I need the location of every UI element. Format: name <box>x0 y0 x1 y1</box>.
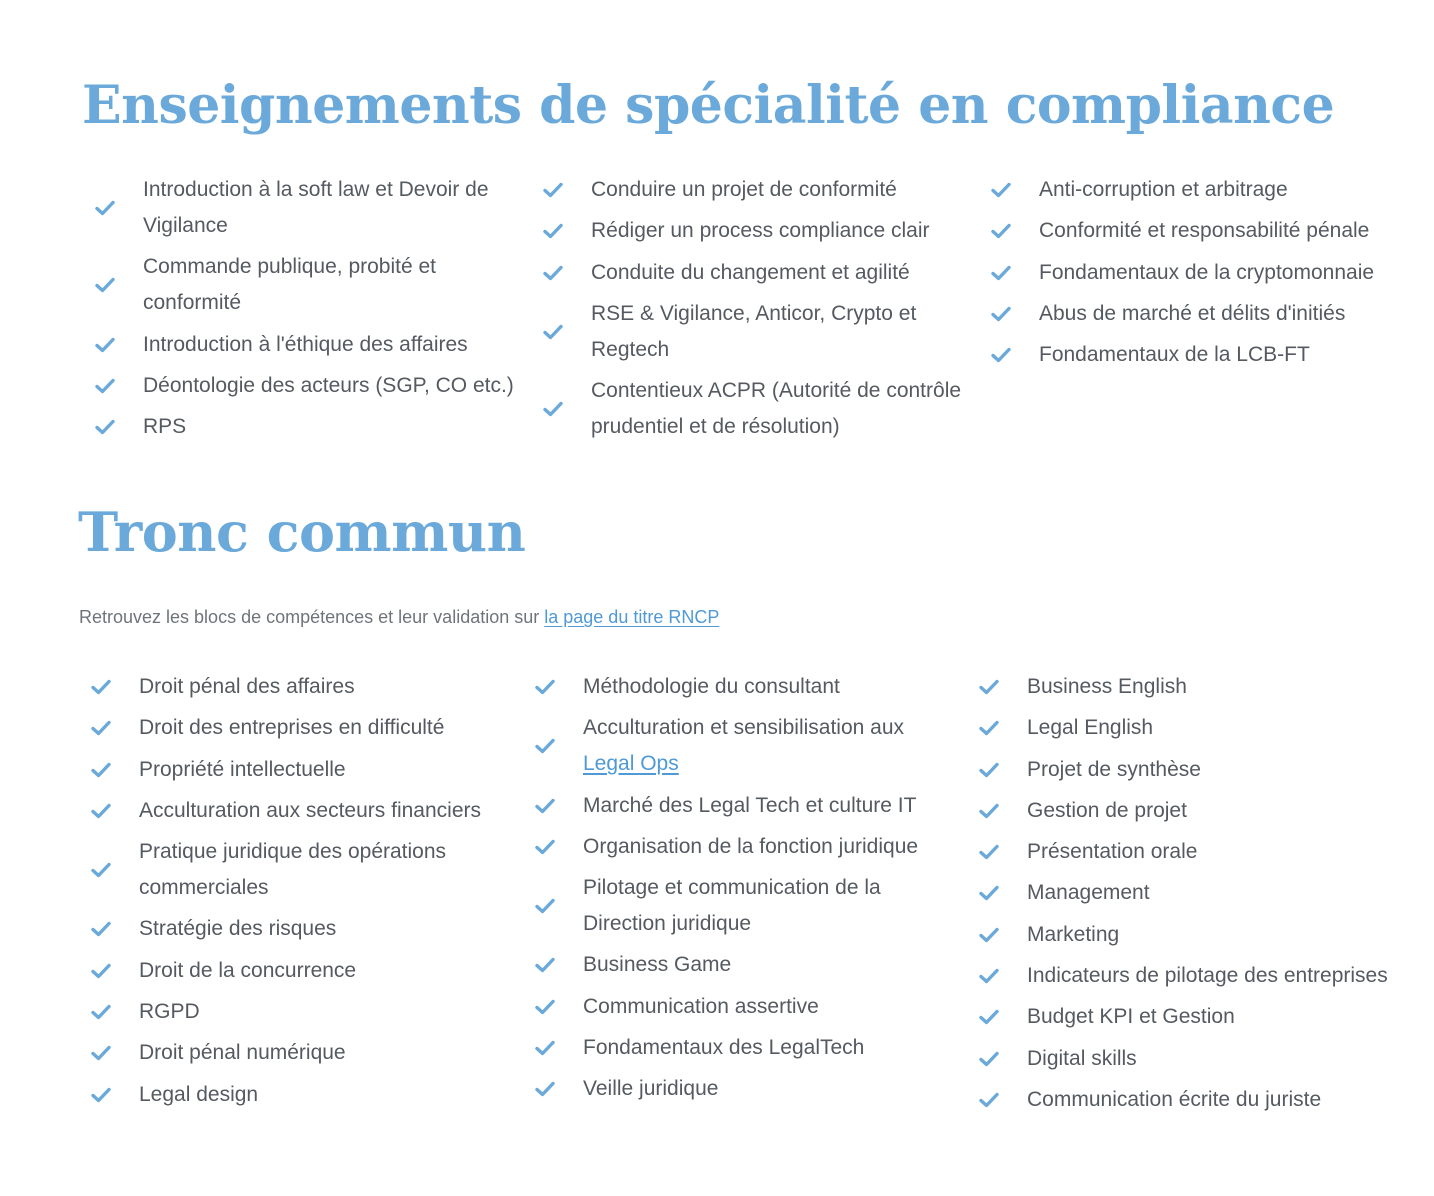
check-icon <box>535 798 555 814</box>
check-icon <box>979 1051 999 1067</box>
tronc-list-2 <box>535 669 955 1113</box>
list-item: Marketing <box>979 917 1429 953</box>
check-icon <box>991 306 1011 322</box>
list-item: Management <box>979 875 1429 911</box>
check-icon <box>543 324 563 340</box>
tronc-list-3 <box>979 669 1429 1123</box>
list-item: Pilotage et communication de la Direction juridique <box>535 870 955 942</box>
check-icon <box>95 337 115 353</box>
list-item: Commande publique, probité et conformité <box>95 249 535 321</box>
list-item: Legal English <box>979 710 1429 746</box>
specialite-title: Enseignements de spécialité en compliance <box>82 75 1335 136</box>
list-item: Introduction à la soft law et Devoir de Vigilance <box>95 172 535 244</box>
check-icon <box>543 265 563 281</box>
check-icon <box>979 968 999 984</box>
list-item: Conformité et responsabilité pénale <box>991 213 1431 249</box>
list-item: Droit des entreprises en difficulté <box>91 710 531 746</box>
check-icon <box>535 679 555 695</box>
check-icon <box>991 265 1011 281</box>
list-item: Introduction à l'éthique des affaires <box>95 327 535 363</box>
check-icon <box>91 720 111 736</box>
check-icon <box>91 1045 111 1061</box>
list-item: Acculturation et sensibilisation aux Legal Ops <box>535 710 955 782</box>
check-icon <box>991 347 1011 363</box>
list-item: Veille juridique <box>535 1071 955 1107</box>
list-item: Fondamentaux des LegalTech <box>535 1030 955 1066</box>
tronc-commun-title: Tronc commun <box>78 500 526 564</box>
check-icon <box>979 844 999 860</box>
check-icon <box>979 885 999 901</box>
list-item: Pratique juridique des opérations commerciales <box>91 834 531 906</box>
list-item: Conduite du changement et agilité <box>543 255 983 291</box>
check-icon <box>91 762 111 778</box>
check-icon <box>543 182 563 198</box>
list-item: Méthodologie du consultant <box>535 669 955 705</box>
list-item: Droit pénal numérique <box>91 1035 531 1071</box>
list-item: Organisation de la fonction juridique <box>535 829 955 865</box>
check-icon <box>535 1081 555 1097</box>
check-icon <box>535 1040 555 1056</box>
list-item: Droit pénal des affaires <box>91 669 531 705</box>
list-item: Déontologie des acteurs (SGP, CO etc.) <box>95 368 535 404</box>
check-icon <box>979 679 999 695</box>
check-icon <box>95 277 115 293</box>
list-item: Business English <box>979 669 1429 705</box>
check-icon <box>979 1092 999 1108</box>
check-icon <box>991 182 1011 198</box>
list-item: Communication écrite du juriste <box>979 1082 1429 1118</box>
check-icon <box>535 999 555 1015</box>
list-item: Budget KPI et Gestion <box>979 999 1429 1035</box>
list-item: Rédiger un process compliance clair <box>543 213 983 249</box>
check-icon <box>979 762 999 778</box>
check-icon <box>979 1009 999 1025</box>
list-item: RPS <box>95 409 535 445</box>
list-item: Présentation orale <box>979 834 1429 870</box>
list-item: Conduire un projet de conformité <box>543 172 983 208</box>
list-item: Communication assertive <box>535 989 955 1025</box>
check-icon <box>535 839 555 855</box>
check-icon <box>979 720 999 736</box>
check-icon <box>535 898 555 914</box>
specialite-list-1 <box>95 172 535 450</box>
check-icon <box>95 378 115 394</box>
list-item: Contentieux ACPR (Autorité de contrôle prudentiel et de résolution) <box>543 373 983 445</box>
check-icon <box>91 921 111 937</box>
check-icon <box>91 862 111 878</box>
check-icon <box>535 738 555 754</box>
rncp-note: Retrouvez les blocs de compétences et leur validation sur la page du titre RNCP <box>79 607 720 627</box>
check-icon <box>979 803 999 819</box>
list-item: Marché des Legal Tech et culture IT <box>535 788 955 824</box>
check-icon <box>543 223 563 239</box>
specialite-list-2 <box>543 172 983 450</box>
check-icon <box>991 223 1011 239</box>
list-item: Legal design <box>91 1077 531 1113</box>
check-icon <box>979 927 999 943</box>
list-item: Acculturation aux secteurs financiers <box>91 793 531 829</box>
rncp-link[interactable]: la page du titre RNCP <box>544 607 720 627</box>
tronc-list-1 <box>91 669 531 1118</box>
list-item: Abus de marché et délits d'initiés <box>991 296 1431 332</box>
list-item: Indicateurs de pilotage des entreprises <box>979 958 1429 994</box>
list-item: Gestion de projet <box>979 793 1429 829</box>
list-item: Fondamentaux de la LCB-FT <box>991 337 1431 373</box>
check-icon <box>543 401 563 417</box>
check-icon <box>535 957 555 973</box>
check-icon <box>91 1087 111 1103</box>
list-item: Fondamentaux de la cryptomonnaie <box>991 255 1431 291</box>
check-icon <box>91 679 111 695</box>
legal-ops-link[interactable]: Legal Ops <box>583 752 679 776</box>
check-icon <box>95 419 115 435</box>
list-item: RSE & Vigilance, Anticor, Crypto et Regtech <box>543 296 983 368</box>
list-item: Business Game <box>535 947 955 983</box>
list-item: Projet de synthèse <box>979 752 1429 788</box>
list-item: Propriété intellectuelle <box>91 752 531 788</box>
list-item: Digital skills <box>979 1041 1429 1077</box>
specialite-list-3 <box>991 172 1431 378</box>
check-icon <box>95 200 115 216</box>
list-item: Stratégie des risques <box>91 911 531 947</box>
check-icon <box>91 963 111 979</box>
list-item: Anti-corruption et arbitrage <box>991 172 1431 208</box>
check-icon <box>91 1004 111 1020</box>
list-item: Droit de la concurrence <box>91 953 531 989</box>
check-icon <box>91 803 111 819</box>
list-item: RGPD <box>91 994 531 1030</box>
